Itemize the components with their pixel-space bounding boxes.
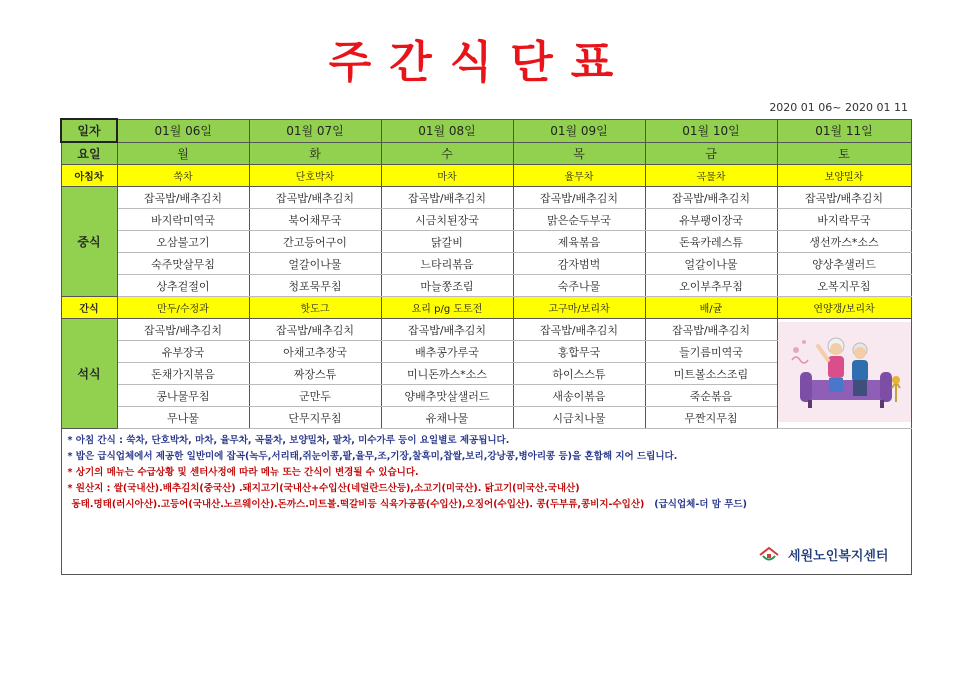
note-origin: * 원산지 : 쌀(국내산).배추김치(중국산) .돼지고기(국내산+수입산(네덜란드산등),소고기(미국산). 닭고기(미국산.국내산) [67, 483, 580, 494]
lunch-label: 중식 [61, 187, 117, 297]
lunch-item: 닭갈비 [381, 231, 513, 253]
lunch-item: 얼갈이나물 [249, 253, 381, 275]
morning-tea-cell: 보양밀차 [777, 165, 911, 187]
dinner-item: 잡곡밥/배추김치 [513, 319, 645, 341]
dinner-item: 배추콩가루국 [381, 341, 513, 363]
lunch-row [61, 209, 911, 231]
date-range: 2020 01 06~ 2020 01 11 [769, 101, 908, 114]
dinner-label: 석식 [61, 319, 117, 429]
lunch-item: 숙주나물 [513, 275, 645, 297]
dinner-item: 들기름미역국 [645, 341, 777, 363]
dinner-item: 돈채가지볶음 [117, 363, 249, 385]
weekday-cell: 금 [645, 142, 777, 165]
weekday-cell: 수 [381, 142, 513, 165]
weekday-cell: 화 [249, 142, 381, 165]
lunch-item: 잡곡밥/배추김치 [777, 187, 911, 209]
lunch-item: 간고등어구이 [249, 231, 381, 253]
note-origin-cont [68, 497, 905, 513]
lunch-item: 숙주맛살무침 [117, 253, 249, 275]
lunch-item: 오복지무침 [777, 275, 911, 297]
supplier-text: (급식업체-더 맘 푸드) [654, 499, 747, 510]
weekday-cell: 토 [777, 142, 911, 165]
date-cell: 01월 10일 [645, 119, 777, 142]
note-origin-detail: 동태.명태(러시아산).고등어(국내산.노르웨이산).돈까스.미트볼.떡갈비등 식육가공품(수입산),오징어(수입산). 콩(두부류,콩비지-수입산) [71, 499, 645, 510]
snack-cell: 핫도그 [249, 297, 381, 319]
date-cell: 01월 07일 [249, 119, 381, 142]
lunch-item: 생선까스*소스 [777, 231, 911, 253]
lunch-item: 청포묵무침 [249, 275, 381, 297]
lunch-item: 북어채무국 [249, 209, 381, 231]
dinner-item: 유채나물 [381, 407, 513, 429]
weekday-cell: 목 [513, 142, 645, 165]
lunch-item: 잡곡밥/배추김치 [513, 187, 645, 209]
lunch-item: 느타리볶음 [381, 253, 513, 275]
snack-cell: 연양갱/보리차 [777, 297, 911, 319]
dinner-item: 단무지무침 [249, 407, 381, 429]
lunch-item: 상추겉절이 [117, 275, 249, 297]
date-cell: 01월 08일 [381, 119, 513, 142]
lunch-row [61, 231, 911, 253]
lunch-item: 양상추샐러드 [777, 253, 911, 275]
dinner-item: 짜장스튜 [249, 363, 381, 385]
snack-cell: 고구마/보리차 [513, 297, 645, 319]
note-menu-change: * 상기의 메뉴는 수급상황 및 센터사정에 따라 메뉴 또는 간식이 변경될 수 있습니다. [67, 467, 419, 478]
lunch-item: 오이부추무침 [645, 275, 777, 297]
dinner-item: 하이스스튜 [513, 363, 645, 385]
dinner-item: 잡곡밥/배추김치 [381, 319, 513, 341]
date-cell: 01월 09일 [513, 119, 645, 142]
morning-tea-row [61, 165, 911, 187]
lunch-row [61, 187, 911, 209]
elderly-couple-picture [778, 322, 912, 422]
lunch-item: 얼갈이나물 [645, 253, 777, 275]
note-rice: * 밥은 급식업체에서 제공한 일반미에 잡곡(녹두,서리태,쥐눈이콩,팥,율무,조,기장,찰흑미,찹쌀,보리,강낭콩,병아리콩 등)을 혼합해 지어 드립니다. [67, 451, 678, 462]
center-logo [758, 545, 888, 564]
snack-cell: 요리 p/g 도토전 [381, 297, 513, 319]
dinner-item: 무짠지무침 [645, 407, 777, 429]
lunch-row [61, 275, 911, 297]
lunch-item: 바지락미역국 [117, 209, 249, 231]
snack-row [61, 297, 911, 319]
lunch-item: 돈육카레스튜 [645, 231, 777, 253]
lunch-item: 마늘쫑조림 [381, 275, 513, 297]
morning-tea-cell: 곡물차 [645, 165, 777, 187]
lunch-item: 맑은순두부국 [513, 209, 645, 231]
weekday-row-label: 요일 [61, 142, 117, 165]
snack-label: 간식 [61, 297, 117, 319]
lunch-item: 시금치된장국 [381, 209, 513, 231]
lunch-item: 잡곡밥/배추김치 [117, 187, 249, 209]
dinner-item: 잡곡밥/배추김치 [645, 319, 777, 341]
date-row-label: 일자 [61, 119, 117, 142]
dinner-item: 무나물 [117, 407, 249, 429]
dinner-item: 죽순볶음 [645, 385, 777, 407]
weekday-row [61, 142, 911, 165]
lunch-item: 오삼불고기 [117, 231, 249, 253]
morning-tea-cell: 쑥차 [117, 165, 249, 187]
dinner-item: 미니돈까스*소스 [381, 363, 513, 385]
morning-tea-cell: 단호박차 [249, 165, 381, 187]
lunch-row [61, 253, 911, 275]
date-row [61, 119, 911, 142]
snack-cell: 만두/수정과 [117, 297, 249, 319]
house-logo-icon [758, 546, 780, 564]
notes-box [61, 429, 911, 575]
center-name: 세원노인복지센터 [788, 549, 889, 564]
weekday-cell: 월 [117, 142, 249, 165]
dinner-item: 콩나물무침 [117, 385, 249, 407]
dinner-item: 잡곡밥/배추김치 [249, 319, 381, 341]
morning-tea-cell: 율무차 [513, 165, 645, 187]
dinner-item: 잡곡밥/배추김치 [117, 319, 249, 341]
lunch-item: 유부팽이장국 [645, 209, 777, 231]
dinner-item: 양배추맛살샐러드 [381, 385, 513, 407]
morning-tea-cell: 마차 [381, 165, 513, 187]
dinner-item: 미트볼소스조림 [645, 363, 777, 385]
dinner-item: 시금치나물 [513, 407, 645, 429]
dinner-item: 아채고추장국 [249, 341, 381, 363]
note-morning-snack: * 아침 간식 : 쑥차, 단호박차, 마차, 율무차, 곡물차, 보양밀차, 팥차, 미수가루 등이 요일별로 제공됩니다. [67, 435, 510, 446]
page-title: 주간식단표 [328, 37, 632, 88]
lunch-item: 바지락무국 [777, 209, 911, 231]
date-cell: 01월 11일 [777, 119, 911, 142]
dinner-item: 새송이볶음 [513, 385, 645, 407]
lunch-item: 잡곡밥/배추김치 [381, 187, 513, 209]
lunch-item: 감자범벅 [513, 253, 645, 275]
dinner-item: 홍합무국 [513, 341, 645, 363]
notes-row [61, 429, 911, 575]
dinner-item: 군만두 [249, 385, 381, 407]
dinner-row [61, 319, 911, 341]
date-cell: 01월 06일 [117, 119, 249, 142]
lunch-item: 잡곡밥/배추김치 [249, 187, 381, 209]
lunch-item: 잡곡밥/배추김치 [645, 187, 777, 209]
snack-cell: 배/귤 [645, 297, 777, 319]
morning-tea-label: 아침차 [61, 165, 117, 187]
elderly-couple-illustration [777, 319, 911, 429]
dinner-item: 유부장국 [117, 341, 249, 363]
weekly-menu-table [60, 118, 912, 575]
lunch-item: 제육볶음 [513, 231, 645, 253]
